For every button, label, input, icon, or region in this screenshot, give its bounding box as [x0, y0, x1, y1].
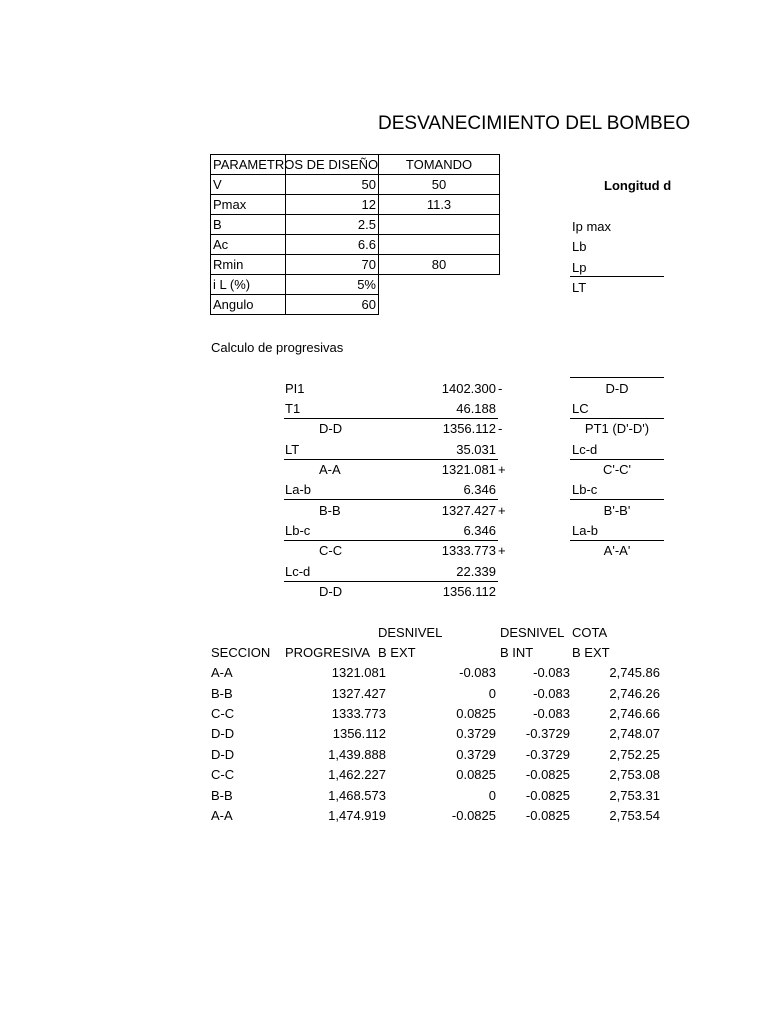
params-header-text: PARAMETROS DE DISEÑO — [213, 157, 379, 172]
prog-sign: + — [498, 543, 506, 558]
prog-value: 6.346 — [463, 482, 496, 497]
cell-desnivel-ext: 0.0825 — [456, 767, 496, 782]
empty-cell — [379, 295, 500, 315]
lp-label: Lp — [572, 260, 587, 275]
divider — [570, 459, 664, 460]
cell-seccion: C-C — [211, 767, 235, 782]
cell-progresiva: 1,468.573 — [328, 788, 386, 803]
cell-cota: 2,753.31 — [609, 788, 660, 803]
prog-value: 6.346 — [463, 523, 496, 538]
cell-desnivel-ext: 0 — [488, 788, 496, 803]
table-row — [211, 215, 500, 235]
table-row — [211, 195, 500, 215]
cell-desnivel-int: -0.3729 — [525, 747, 570, 762]
cell-desnivel-ext: -0.0825 — [451, 808, 496, 823]
cell-seccion: D-D — [211, 747, 235, 762]
right-list-item: LC — [572, 401, 589, 416]
cell-desnivel-int: -0.0825 — [525, 788, 570, 803]
params-header-label — [211, 155, 379, 175]
cell-desnivel-int: -0.083 — [533, 706, 570, 721]
param-value: 2.5 — [286, 215, 379, 235]
cell-desnivel-int: -0.3729 — [525, 726, 570, 741]
cell-seccion: D-D — [211, 726, 235, 741]
divider — [284, 581, 498, 582]
param-name: Rmin — [211, 255, 286, 275]
prog-label: C-C — [319, 543, 343, 558]
divider — [570, 540, 664, 541]
right-list-item: B'-B' — [603, 503, 631, 518]
prog-label: T1 — [285, 401, 301, 416]
lb-label: Lb — [572, 239, 587, 254]
right-list-item: Lc-d — [572, 442, 598, 457]
prog-label: D-D — [319, 421, 343, 436]
prog-label: Lb-c — [285, 523, 311, 538]
cell-desnivel-int: -0.0825 — [525, 767, 570, 782]
cell-cota: 2,752.25 — [609, 747, 660, 762]
header-cota-b-ext: B EXT — [572, 645, 610, 660]
table-header-row — [211, 155, 500, 175]
right-list-item: A'-A' — [603, 543, 631, 558]
prog-label: PI1 — [285, 381, 305, 396]
right-list-item: C'-C' — [602, 462, 632, 477]
cell-seccion: C-C — [211, 706, 235, 721]
cell-progresiva: 1,462.227 — [328, 767, 386, 782]
param-name: Pmax — [211, 195, 286, 215]
cell-seccion: B-B — [211, 788, 233, 803]
design-parameters-table — [210, 154, 500, 315]
param-name: B — [211, 215, 286, 235]
prog-value: 1402.300 — [441, 381, 496, 396]
prog-sign: + — [498, 462, 506, 477]
header-cota: COTA — [572, 625, 608, 640]
cell-desnivel-ext: -0.083 — [459, 665, 496, 680]
param-tomando: 80 — [379, 255, 500, 275]
param-value: 50 — [286, 175, 379, 195]
prog-value: 1333.773 — [441, 543, 496, 558]
prog-sign: - — [498, 381, 503, 396]
cell-cota: 2,746.26 — [609, 686, 660, 701]
param-tomando — [379, 235, 500, 255]
prog-value: 46.188 — [456, 401, 496, 416]
right-list-item: PT1 (D'-D') — [584, 421, 650, 436]
cell-progresiva: 1,439.888 — [328, 747, 386, 762]
param-name: Ac — [211, 235, 286, 255]
cell-cota: 2,753.08 — [609, 767, 660, 782]
cell-desnivel-int: -0.083 — [533, 686, 570, 701]
divider — [284, 540, 498, 541]
divider — [570, 418, 664, 419]
param-name: V — [211, 175, 286, 195]
tomando-header: TOMANDO — [379, 155, 500, 175]
ipmax-label: Ip max — [572, 219, 612, 234]
cell-seccion: A-A — [211, 665, 233, 680]
prog-value: 35.031 — [456, 442, 496, 457]
cell-progresiva: 1356.112 — [332, 726, 386, 741]
cell-desnivel-ext: 0.0825 — [456, 706, 496, 721]
cell-desnivel-int: -0.083 — [533, 665, 570, 680]
longitud-label: Longitud d — [604, 178, 672, 193]
cell-cota: 2,746.66 — [609, 706, 660, 721]
cell-cota: 2,753.54 — [609, 808, 660, 823]
header-b-int: B INT — [500, 645, 534, 660]
table-row — [211, 295, 500, 315]
cell-progresiva: 1,474.919 — [328, 808, 386, 823]
divider — [570, 499, 664, 500]
lp-underline — [570, 276, 664, 277]
table-row — [211, 275, 500, 295]
param-name: Angulo — [211, 295, 286, 315]
header-b-ext: B EXT — [378, 645, 416, 660]
prog-label: LT — [285, 442, 300, 457]
progresivas-heading: Calculo de progresivas — [211, 340, 344, 355]
table-row — [211, 175, 500, 195]
param-value: 60 — [286, 295, 379, 315]
cell-cota: 2,748.07 — [609, 726, 660, 741]
empty-cell — [379, 275, 500, 295]
prog-value: 1356.112 — [442, 421, 496, 436]
table-row — [211, 255, 500, 275]
prog-label: La-b — [285, 482, 312, 497]
cell-seccion: A-A — [211, 808, 233, 823]
cell-desnivel-ext: 0.3729 — [456, 726, 496, 741]
cell-desnivel-int: -0.0825 — [525, 808, 570, 823]
prog-sign: + — [498, 503, 506, 518]
param-value: 5% — [286, 275, 379, 295]
param-tomando — [379, 215, 500, 235]
prog-value: 1321.081 — [441, 462, 496, 477]
prog-value: 1327.427 — [441, 503, 496, 518]
param-tomando: 50 — [379, 175, 500, 195]
param-value: 12 — [286, 195, 379, 215]
prog-label: Lc-d — [285, 564, 311, 579]
header-desnivel-ext: DESNIVEL — [378, 625, 443, 640]
prog-label: B-B — [319, 503, 341, 518]
param-value: 70 — [286, 255, 379, 275]
divider — [284, 499, 498, 500]
table-row — [211, 235, 500, 255]
page-title: DESVANECIMIENTO DEL BOMBEO — [378, 113, 691, 134]
prog-sign: - — [498, 421, 503, 436]
prog-label: D-D — [319, 584, 343, 599]
param-tomando: 11.3 — [379, 195, 500, 215]
cell-cota: 2,745.86 — [609, 665, 660, 680]
header-progresiva: PROGRESIVA — [285, 645, 371, 660]
prog-value: 22.339 — [456, 564, 496, 579]
right-list-item: Lb-c — [572, 482, 598, 497]
divider — [284, 418, 498, 419]
header-desnivel-int: DESNIVEL — [500, 625, 565, 640]
prog-value: 1356.112 — [442, 584, 496, 599]
divider — [570, 377, 664, 378]
right-list-item: La-b — [572, 523, 599, 538]
param-name: i L (%) — [211, 275, 286, 295]
divider — [284, 459, 498, 460]
header-seccion: SECCION — [211, 645, 271, 660]
right-list-item: D-D — [605, 381, 629, 396]
cell-progresiva: 1327.427 — [331, 686, 386, 701]
lt-label: LT — [572, 280, 587, 295]
cell-desnivel-ext: 0 — [488, 686, 496, 701]
cell-desnivel-ext: 0.3729 — [456, 747, 496, 762]
cell-seccion: B-B — [211, 686, 233, 701]
cell-progresiva: 1333.773 — [331, 706, 386, 721]
cell-progresiva: 1321.081 — [331, 665, 386, 680]
param-value: 6.6 — [286, 235, 379, 255]
prog-label: A-A — [319, 462, 341, 477]
